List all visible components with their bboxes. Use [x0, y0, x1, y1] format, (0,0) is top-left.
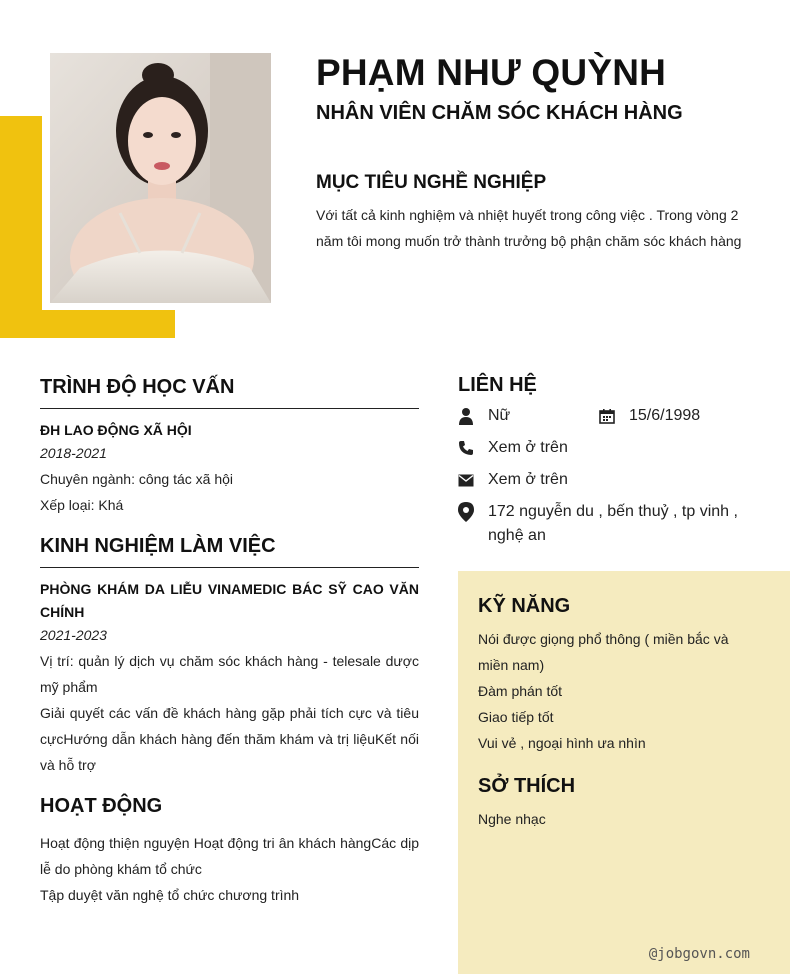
map-pin-icon [458, 500, 488, 524]
email-value: Xem ở trên [488, 471, 568, 488]
education-heading: TRÌNH ĐỘ HỌC VẤN [40, 376, 235, 398]
experience-position: Vị trí: quản lý dịch vụ chăm sóc khách hàng - telesale dược mỹ phẩm [40, 653, 419, 695]
candidate-name: PHẠM NHƯ QUỲNH [316, 52, 667, 93]
activities-heading: HOẠT ĐỘNG [40, 795, 163, 817]
hobby-item: Nghe nhạc [478, 811, 546, 827]
job-title: NHÂN VIÊN CHĂM SÓC KHÁCH HÀNG [316, 102, 683, 124]
education-grade: Xếp loại: Khá [40, 497, 124, 513]
contact-phone [458, 436, 568, 460]
objective-heading: MỤC TIÊU NGHỀ NGHIỆP [316, 172, 547, 193]
skill-item: Giao tiếp tốt [478, 709, 554, 725]
experience-section [40, 535, 419, 778]
skills-list [478, 626, 758, 756]
accent-bar-horizontal [0, 310, 175, 338]
calendar-icon [599, 404, 629, 428]
skill-item: Vui vẻ , ngoại hình ưa nhìn [478, 735, 646, 751]
company-name: PHÒNG KHÁM DA LIỄU VINAMEDIC BÁC SỸ CAO VĂN CHÍNH [40, 581, 419, 620]
hobbies-list [478, 806, 758, 832]
phone-icon [458, 436, 488, 460]
experience-duties: Giải quyết các vấn đề khách hàng gặp phải tích cực và tiêu cựcHướng dẫn khách hàng đến thăm khám và trị liệuKết nối và hỗ trợ [40, 705, 419, 773]
skills-heading: KỸ NĂNG [478, 595, 571, 617]
contact-birthday [599, 404, 700, 428]
divider [40, 567, 419, 568]
objective-text: Với tất cả kinh nghiệm và nhiệt huyết trong công việc . Trong vòng 2 năm tôi mong muốn trở thành trưởng bộ phận chăm sóc khách hàng [316, 207, 742, 249]
school-name: ĐH LAO ĐỘNG XÃ HỘI [40, 422, 192, 438]
experience-period: 2021-2023 [40, 627, 107, 643]
hobbies-heading: SỞ THÍCH [478, 775, 576, 797]
phone-value: Xem ở trên [488, 439, 568, 456]
gender-value: Nữ [488, 407, 511, 424]
profile-photo [50, 53, 271, 303]
contact-address [458, 500, 758, 548]
envelope-icon [458, 468, 488, 492]
skill-item: Đàm phán tốt [478, 683, 563, 699]
contact-gender [458, 404, 510, 428]
address-value: 172 nguyễn du , bến thuỷ , tp vinh , nghệ an [488, 503, 738, 544]
contact-email [458, 468, 568, 492]
birthday-value: 15/6/1998 [629, 407, 701, 424]
skills-panel [458, 571, 790, 974]
watermark: @jobgovn.com [648, 946, 750, 962]
education-major: Chuyên ngành: công tác xã hội [40, 471, 234, 487]
activity-line: Hoạt động thiện nguyện Hoạt động tri ân khách hàngCác dịp lễ do phòng khám tổ chức [40, 835, 419, 877]
person-icon [458, 404, 488, 428]
experience-heading: KINH NGHIỆM LÀM VIỆC [40, 535, 276, 557]
activity-line: Tập duyệt văn nghệ tổ chức chương trình [40, 887, 300, 903]
accent-bar-vertical [0, 116, 42, 338]
activities-section [40, 795, 419, 908]
divider [40, 408, 419, 409]
contact-heading: LIÊN HỆ [458, 374, 537, 396]
education-period: 2018-2021 [40, 445, 107, 461]
skill-item: Nói được giọng phổ thông ( miền bắc và miền nam) [478, 631, 729, 673]
education-section [40, 376, 419, 518]
